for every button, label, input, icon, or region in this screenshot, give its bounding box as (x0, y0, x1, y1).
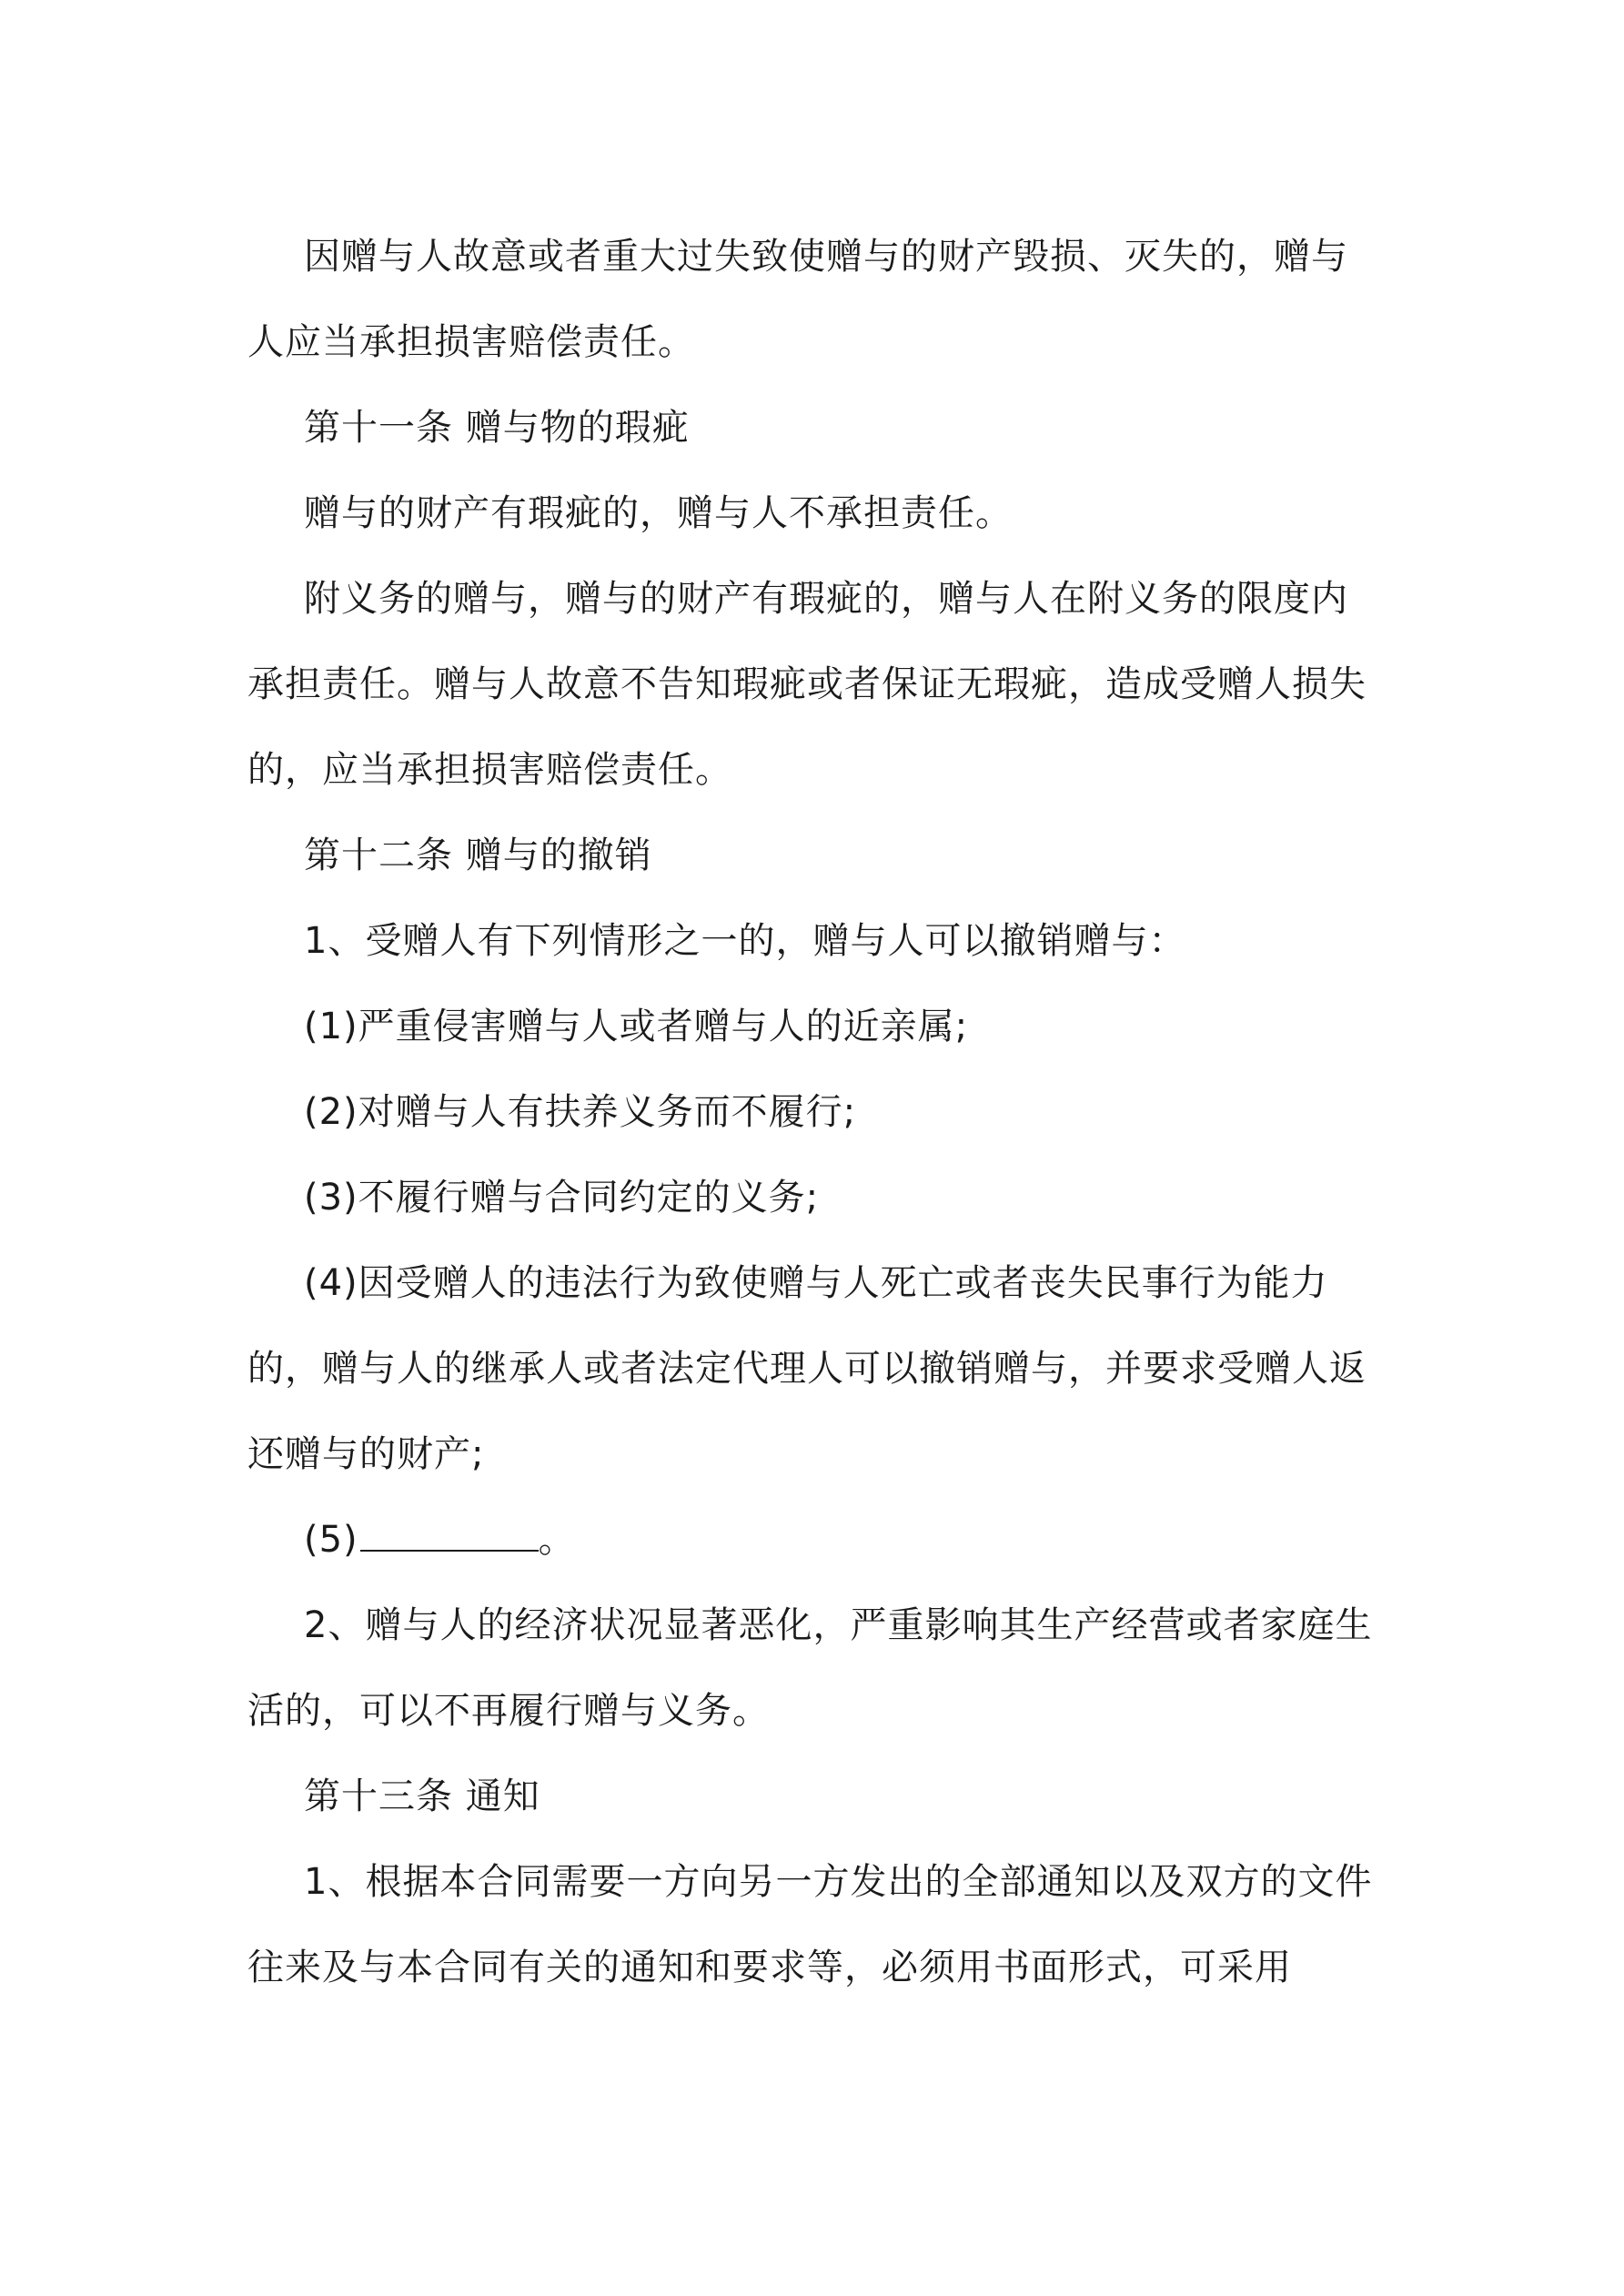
paragraph-revocation-intro: 1、受赠人有下列情形之一的，赠与人可以撤销赠与： (304, 920, 1186, 962)
paragraph-defect-conditional-gift: 附义务的赠与，赠与的财产有瑕疵的，赠与人在附义务的限度内承担责任。赠与人故意不告知瑕疵或者保证无瑕疵，造成受赠人损失的，应当承担损害赔偿责任。 (247, 578, 1367, 791)
list-item-5-prefix: (5) (304, 1519, 358, 1561)
paragraph-economic-hardship: 2、赠与人的经济状况显著恶化，严重影响其生产经营或者家庭生活的，可以不再履行赠与义务。 (247, 1604, 1373, 1732)
paragraph-damage-liability: 因赠与人故意或者重大过失致使赠与的财产毁损、灭失的，赠与人应当承担损害赔偿责任。 (247, 236, 1348, 363)
list-item-3: (3)不履行赠与合同约定的义务; (304, 1177, 820, 1219)
list-item-2: (2)对赠与人有扶养义务而不履行; (304, 1091, 857, 1133)
paragraph-defect-no-liability: 赠与的财产有瑕疵的，赠与人不承担责任。 (304, 492, 1013, 534)
document-body (247, 214, 1385, 2010)
heading-article-13: 第十三条 通知 (304, 1775, 540, 1817)
list-item-4: (4)因受赠人的违法行为致使赠与人死亡或者丧失民事行为能力的，赠与人的继承人或者法定代理人可以撤销赠与，并要求受赠人返还赠与的财产; (247, 1262, 1367, 1475)
list-item-1: (1)严重侵害赠与人或者赠与人的近亲属; (304, 1006, 969, 1047)
paragraph-notice-requirement: 1、根据本合同需要一方向另一方发出的全部通知以及双方的文件往来及与本合同有关的通知和要求等，必须用书面形式，可采用 (247, 1861, 1373, 1988)
heading-article-11: 第十一条 赠与物的瑕疵 (304, 407, 690, 449)
heading-article-12: 第十二条 赠与的撤销 (304, 834, 652, 876)
fill-in-blank (360, 1522, 539, 1552)
list-item-5 (247, 1497, 1385, 1583)
list-item-5-suffix: 。 (538, 1519, 576, 1561)
